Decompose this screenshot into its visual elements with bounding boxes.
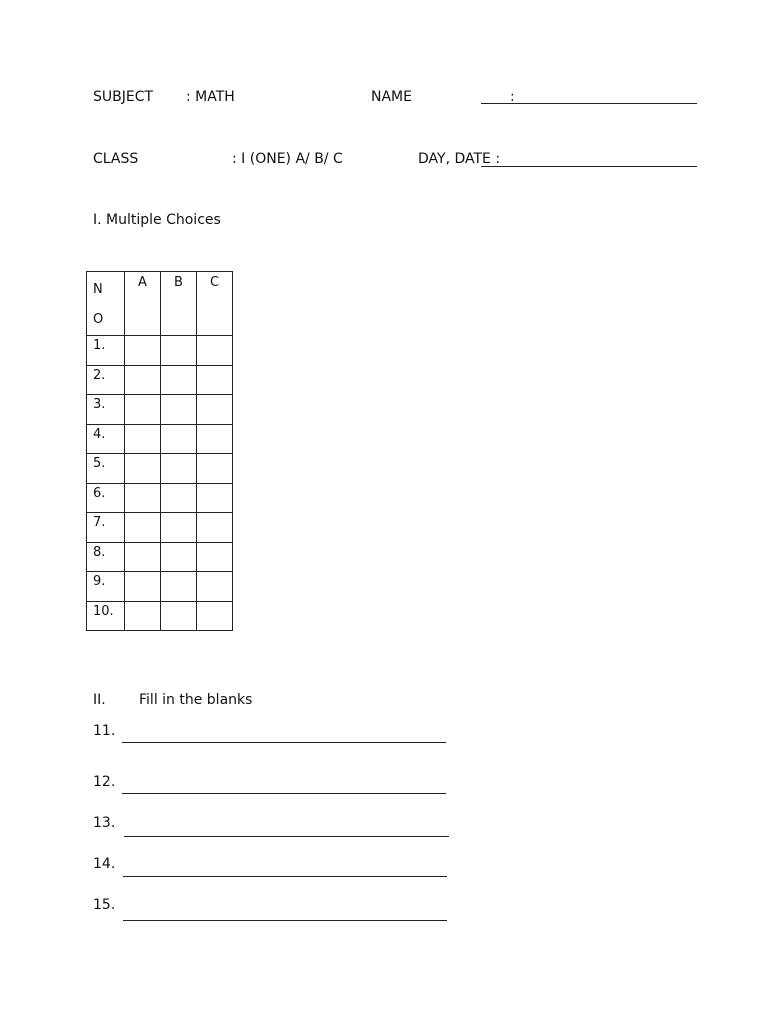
blank-answer-line[interactable]: [124, 836, 449, 837]
table-row: [87, 365, 233, 395]
answer-cell-b[interactable]: [161, 336, 197, 366]
answer-cell-c[interactable]: [197, 454, 233, 484]
column-header-no: NO: [93, 282, 104, 327]
section-fill-blanks-number: II.: [93, 692, 106, 708]
answer-cell-a[interactable]: [125, 513, 161, 543]
name-label: NAME: [371, 89, 412, 105]
blank-item-number: 14.: [93, 856, 116, 872]
table-row: [87, 513, 233, 543]
answer-cell-a[interactable]: [125, 572, 161, 602]
name-colon: :: [510, 89, 515, 105]
blank-answer-line[interactable]: [122, 742, 446, 743]
column-header-b: B: [174, 275, 183, 290]
table-row: [87, 454, 233, 484]
answer-cell-a[interactable]: [125, 365, 161, 395]
row-number: 10.: [93, 603, 114, 619]
answer-cell-a[interactable]: [125, 454, 161, 484]
row-number: 4.: [93, 426, 106, 442]
table-row: [87, 336, 233, 366]
row-number: 3.: [93, 397, 106, 412]
answer-cell-a[interactable]: [125, 395, 161, 425]
answer-cell-b[interactable]: [161, 454, 197, 484]
row-number: 5.: [93, 456, 106, 471]
answer-cell-b[interactable]: [161, 601, 197, 631]
class-value: : I (ONE) A/ B/ C: [232, 151, 343, 167]
answer-cell-b[interactable]: [161, 395, 197, 425]
date-blank-line[interactable]: [481, 166, 697, 167]
answer-cell-c[interactable]: [197, 424, 233, 454]
table-row: [87, 601, 233, 631]
answer-cell-b[interactable]: [161, 365, 197, 395]
answer-cell-a[interactable]: [125, 336, 161, 366]
answer-cell-a[interactable]: [125, 542, 161, 572]
table-row: [87, 424, 233, 454]
table-row: [87, 395, 233, 425]
table-row: [87, 542, 233, 572]
row-number: 1.: [93, 338, 106, 353]
answer-table: [86, 271, 233, 631]
column-header-a: A: [138, 275, 147, 290]
date-label: DAY, DATE :: [418, 151, 501, 167]
subject-value: : MATH: [186, 89, 235, 105]
answer-cell-b[interactable]: [161, 424, 197, 454]
table-row: [87, 483, 233, 513]
column-header-c: C: [209, 275, 220, 290]
row-number: 2.: [93, 367, 106, 383]
answer-cell-c[interactable]: [197, 542, 233, 572]
answer-cell-c[interactable]: [197, 483, 233, 513]
answer-cell-a[interactable]: [125, 483, 161, 513]
blank-answer-line[interactable]: [122, 793, 446, 794]
blank-item-number: 12.: [93, 774, 116, 790]
section-fill-blanks-title: Fill in the blanks: [139, 692, 253, 708]
table-row: [87, 572, 233, 602]
answer-cell-c[interactable]: [197, 513, 233, 543]
name-blank-line[interactable]: [481, 103, 697, 104]
blank-item-number: 15.: [93, 897, 116, 913]
answer-cell-b[interactable]: [161, 483, 197, 513]
section-multiple-choice-title: I. Multiple Choices: [93, 212, 221, 228]
answer-cell-c[interactable]: [197, 395, 233, 425]
answer-cell-c[interactable]: [197, 572, 233, 602]
blank-item-number: 11.: [93, 723, 116, 739]
blank-answer-line[interactable]: [123, 876, 447, 877]
answer-cell-b[interactable]: [161, 513, 197, 543]
subject-label: SUBJECT: [93, 89, 154, 105]
row-number: 6.: [93, 485, 106, 501]
row-number: 7.: [93, 515, 106, 530]
row-number: 9.: [93, 574, 106, 589]
answer-cell-c[interactable]: [197, 336, 233, 366]
table-header-row: [87, 272, 233, 336]
row-number: 8.: [93, 544, 106, 560]
answer-cell-a[interactable]: [125, 424, 161, 454]
answer-cell-c[interactable]: [197, 601, 233, 631]
answer-cell-c[interactable]: [197, 365, 233, 395]
class-label: CLASS: [93, 151, 139, 167]
blank-answer-line[interactable]: [123, 920, 447, 921]
answer-cell-a[interactable]: [125, 601, 161, 631]
answer-cell-b[interactable]: [161, 542, 197, 572]
answer-cell-b[interactable]: [161, 572, 197, 602]
blank-item-number: 13.: [93, 815, 116, 831]
